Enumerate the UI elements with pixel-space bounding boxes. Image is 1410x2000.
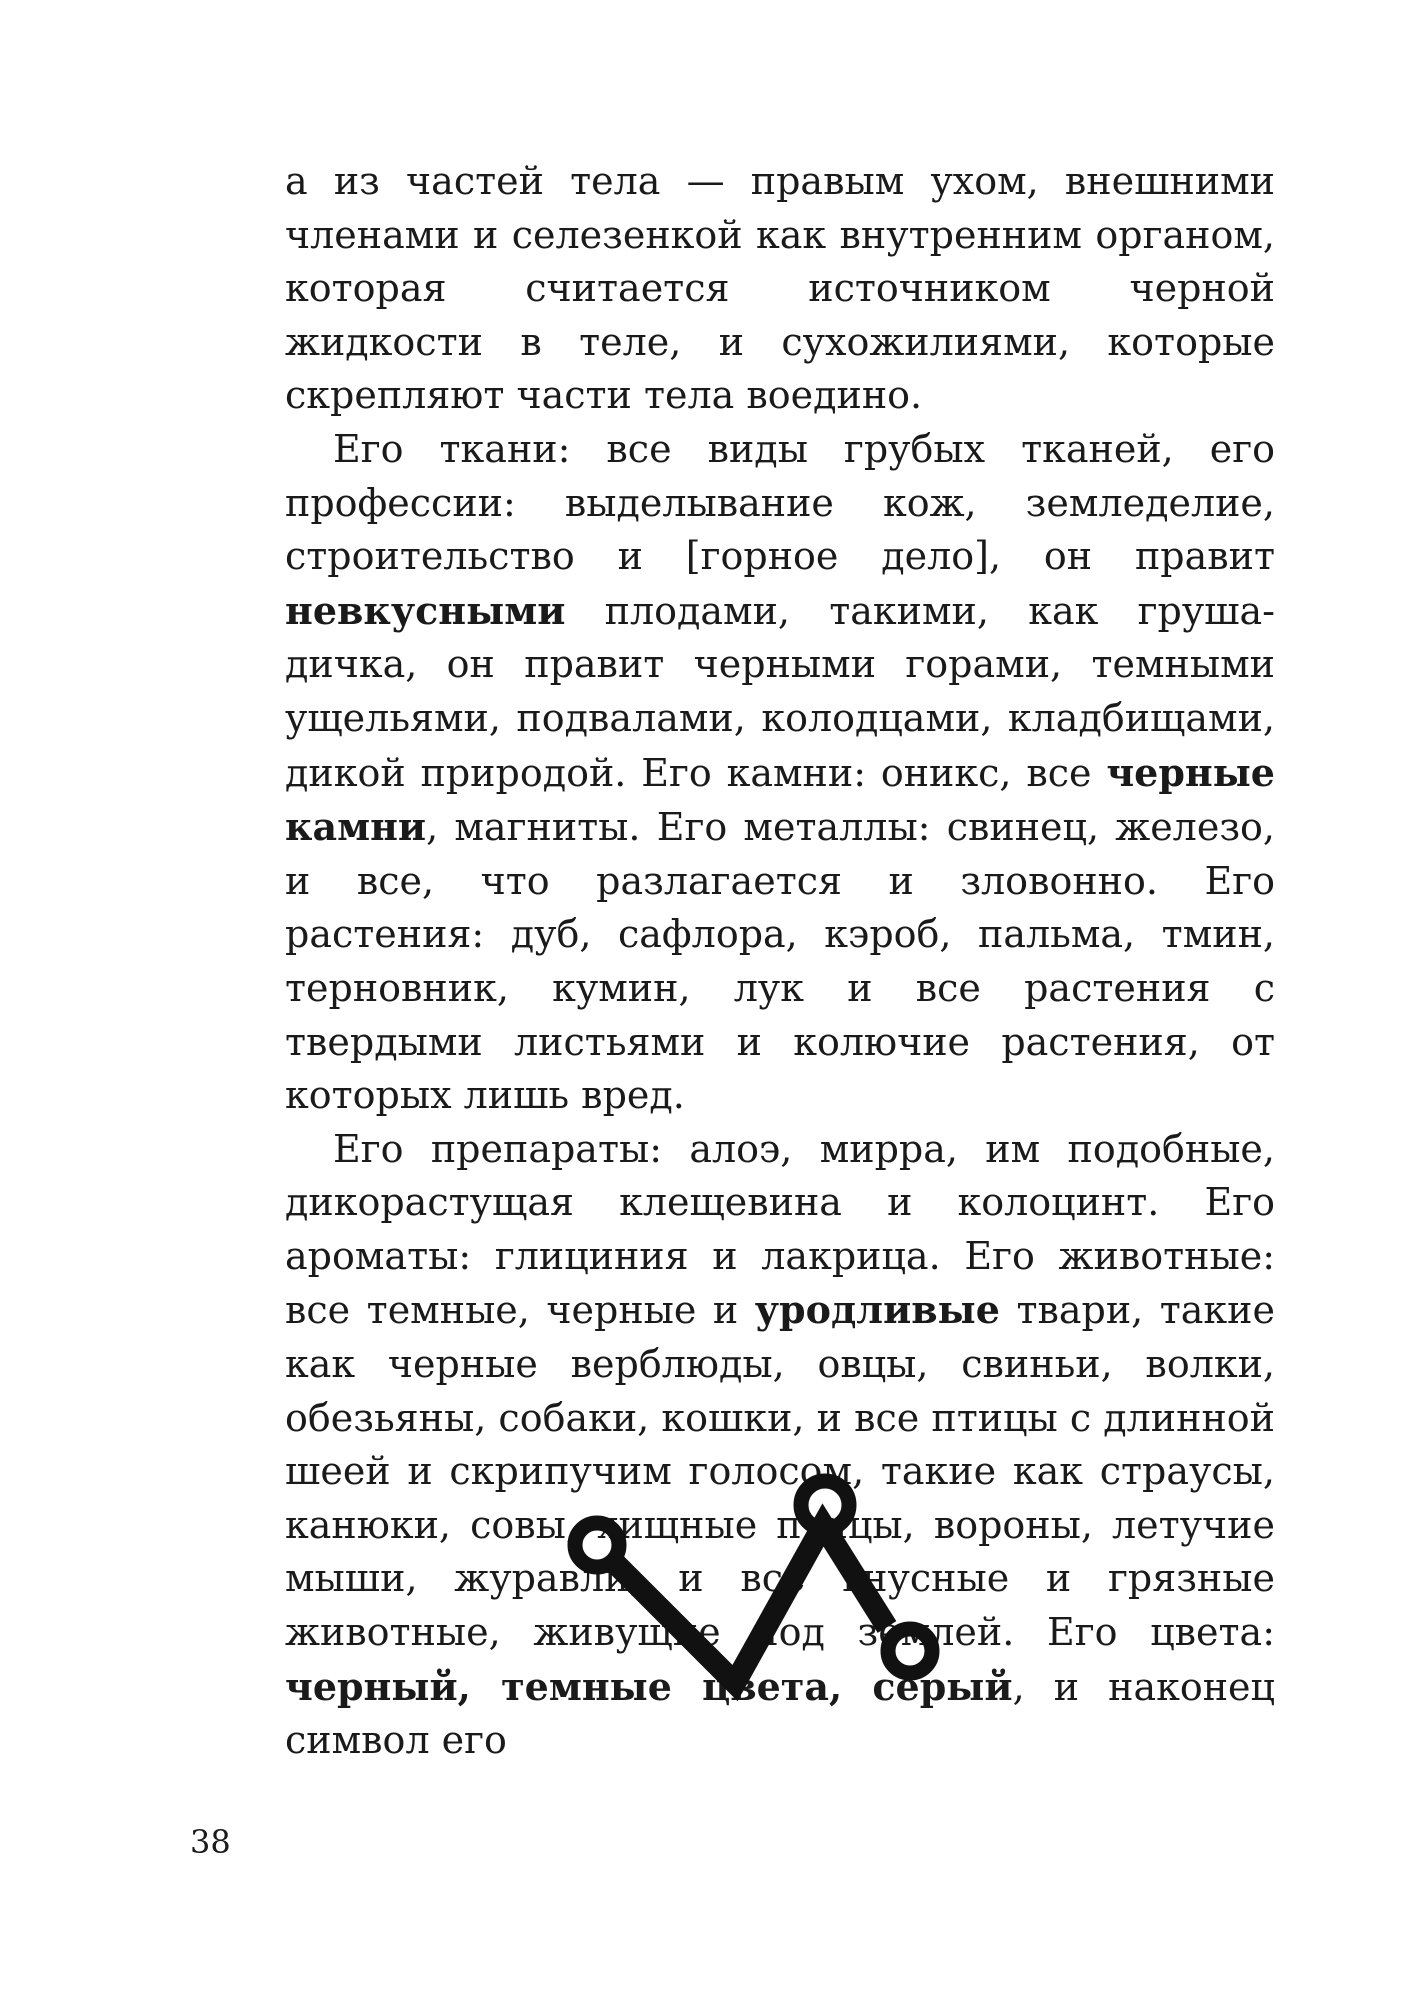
sigil-zigzag — [613, 1525, 887, 1683]
saturn-sigil-icon — [555, 1465, 995, 1785]
sigil-top-circle — [801, 1481, 849, 1529]
paragraph-1-text: а из частей тела — правым ухом, внешними членами и селезенкой как внутренним органом, которая считается источником черной жидкости в теле, и сухожилиями, которые скрепляют части тела воедино. — [285, 159, 1275, 418]
sigil-right-circle — [888, 1629, 932, 1673]
paragraph-2 — [285, 423, 1275, 1123]
paragraph-3-bold-a: уродливые — [754, 1287, 1000, 1333]
page-number: 38 — [190, 1823, 231, 1861]
sigil-left-circle — [575, 1523, 619, 1567]
paragraph-1 — [285, 155, 1275, 423]
paragraph-3-text-b: твари, такие как черные верблюды, овцы, свиньи, волки, обезьяны, собаки, кошки, и все птицы с длинной шеей и скрипучим голосом, такие как страусы, канюки, совы, хищные птицы, вороны, летучие мыши, журавли, и все гнусные и грязные животные, живущие под землей. Его цвета: — [285, 1288, 1275, 1655]
paragraph-2-text-c: , магниты. Его металлы: свинец, железо, и все, что разлагается и зловонно. Его растения: дуб, сафлора, кэроб, пальма, тмин, терновник, кумин, лук и все растения с твердыми листьями и колючие растения, от которых лишь вред. — [285, 805, 1275, 1118]
paragraph-2-bold-b: черные камни — [285, 749, 1275, 850]
paragraph-3-text-a: Его препараты: алоэ, мирра, им подобные, дикорастущая клещевина и колоцинт. Его ароматы: глициния и лакрица. Его животные: все темные, черные и — [285, 1126, 1275, 1333]
paragraph-2-text-a: Его ткани: все виды грубых тканей, его профессии: выделывание кож, земледелие, строительство и [горное дело], он правит — [285, 426, 1275, 579]
paragraph-3-text-c: , и наконец символ его — [285, 1664, 1275, 1763]
saturn-sigil-strokes — [575, 1481, 932, 1683]
paragraph-3-bold-b: черный, темные цвета, серый — [285, 1663, 1013, 1709]
paragraph-2-bold-a: невкусными — [285, 587, 566, 633]
paragraph-2-text-b: плодами, такими, как груша-дичка, он правит черными горами, темными ущельями, подвалами, колодцами, кладбищами, дикой природой. Его камни: оникс, все — [285, 588, 1275, 795]
